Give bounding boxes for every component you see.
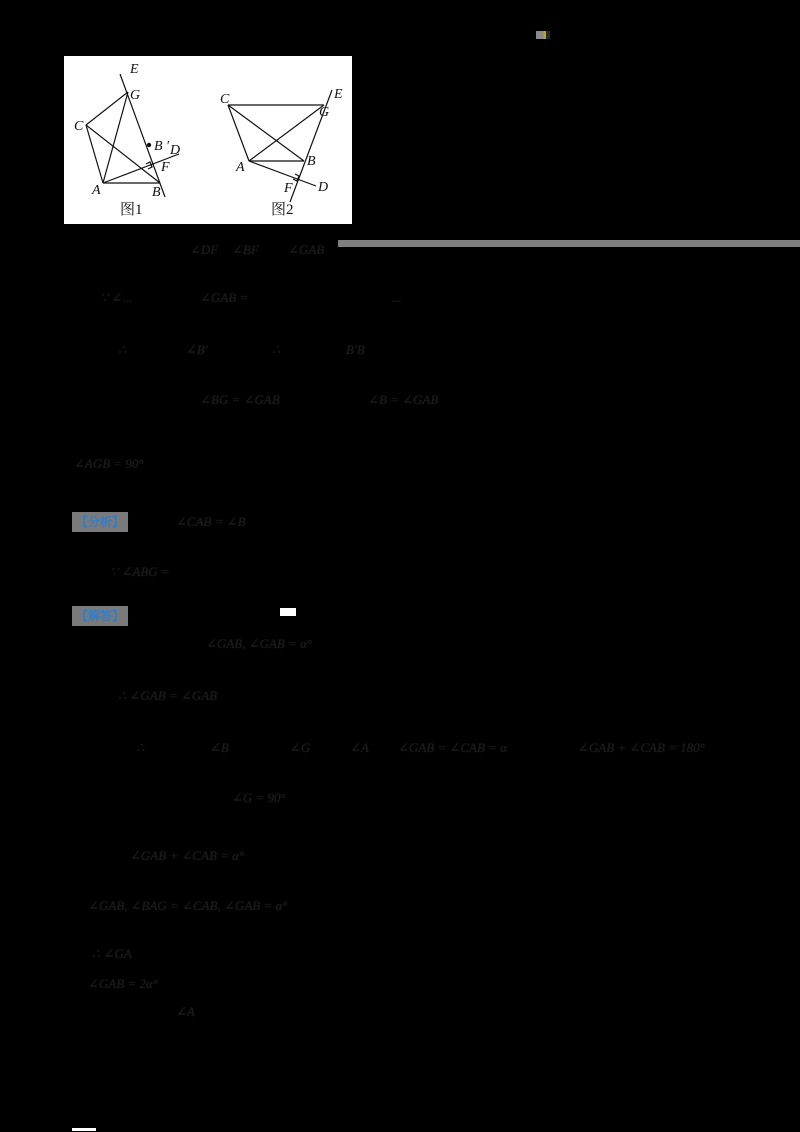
figure-2-lines — [228, 90, 332, 202]
math-fragment: ∠BF — [232, 242, 259, 257]
label-fig2-D: D — [318, 180, 329, 195]
label-fig2-F: F — [284, 181, 293, 196]
math-fragment: ∴ — [118, 342, 127, 357]
math-fragment: ∠A — [176, 1004, 195, 1019]
label-fig1-D: D — [170, 143, 181, 158]
math-fragment: ∠CAB = ∠B — [176, 514, 246, 529]
math-fragment: ∠G — [290, 740, 311, 755]
label-fig1-Bprime: B ′ — [154, 139, 170, 154]
analysis-badge: 【分析】 — [72, 512, 128, 532]
math-fragment: ∠GAB = 2α° — [88, 976, 158, 991]
math-fragment: B'B — [346, 342, 365, 357]
math-fragment: ∠GAB + ∠CAB = 180° — [578, 740, 705, 755]
math-fragment: ∠GAB = — [200, 290, 249, 305]
label-fig2-A: A — [236, 160, 245, 175]
math-fragment: ∠A — [350, 740, 369, 755]
math-fragment: ∠BG = ∠GAB — [200, 392, 280, 407]
label-fig2-E: E — [334, 87, 343, 102]
geometry-diagram — [64, 56, 352, 224]
label-fig1-F: F — [161, 160, 170, 175]
math-fragment: ∵ ∠... — [100, 290, 133, 305]
math-fragment: ∠B = ∠GAB — [368, 392, 439, 407]
geometry-figure — [64, 56, 352, 224]
math-fragment: ∠GAB + ∠CAB = α° — [130, 848, 245, 863]
math-fragment: ∠GAB = ∠CAB = α — [398, 740, 507, 755]
math-fragment: ∴ ∠GA — [92, 946, 132, 961]
page-corner-mark — [536, 31, 550, 39]
label-fig1-E: E — [130, 62, 139, 77]
math-fragment: ... — [392, 290, 402, 305]
label-fig2-G: G — [319, 105, 330, 120]
math-fragment: ∠B' — [186, 342, 208, 357]
math-fragment: ∠GAB, ∠BAG = ∠CAB, ∠GAB = α° — [88, 898, 288, 913]
label-fig1-G: G — [130, 88, 141, 103]
white-marker — [280, 608, 296, 616]
math-fragment: ∠GAB, ∠GAB = α° — [206, 636, 313, 651]
label-fig1-B: B — [152, 185, 161, 200]
label-fig2-C: C — [220, 92, 230, 107]
label-fig2-B: B — [307, 154, 316, 169]
math-fragment: ∠B — [210, 740, 229, 755]
math-fragment: ∠GAB — [288, 242, 325, 257]
divider-bar — [338, 240, 800, 247]
figure-2-caption: 图2 — [271, 202, 294, 218]
math-fragment: ∠DF — [190, 242, 219, 257]
math-fragment: ∠AGB = 90° — [74, 456, 144, 471]
label-fig1-A: A — [92, 183, 101, 198]
figure-1-caption: 图1 — [120, 202, 143, 218]
math-fragment: ∠G = 90° — [232, 790, 286, 805]
bottom-marker — [72, 1128, 96, 1131]
solution-badge: 【解答】 — [72, 606, 128, 626]
math-fragment: ∴ — [272, 342, 281, 357]
math-fragment: ∵ ∠ABG = — [110, 564, 170, 579]
math-fragment: ∴ ∠GAB = ∠GAB — [118, 688, 218, 703]
math-fragment: ∴ — [136, 740, 145, 755]
label-fig1-C: C — [74, 119, 84, 134]
